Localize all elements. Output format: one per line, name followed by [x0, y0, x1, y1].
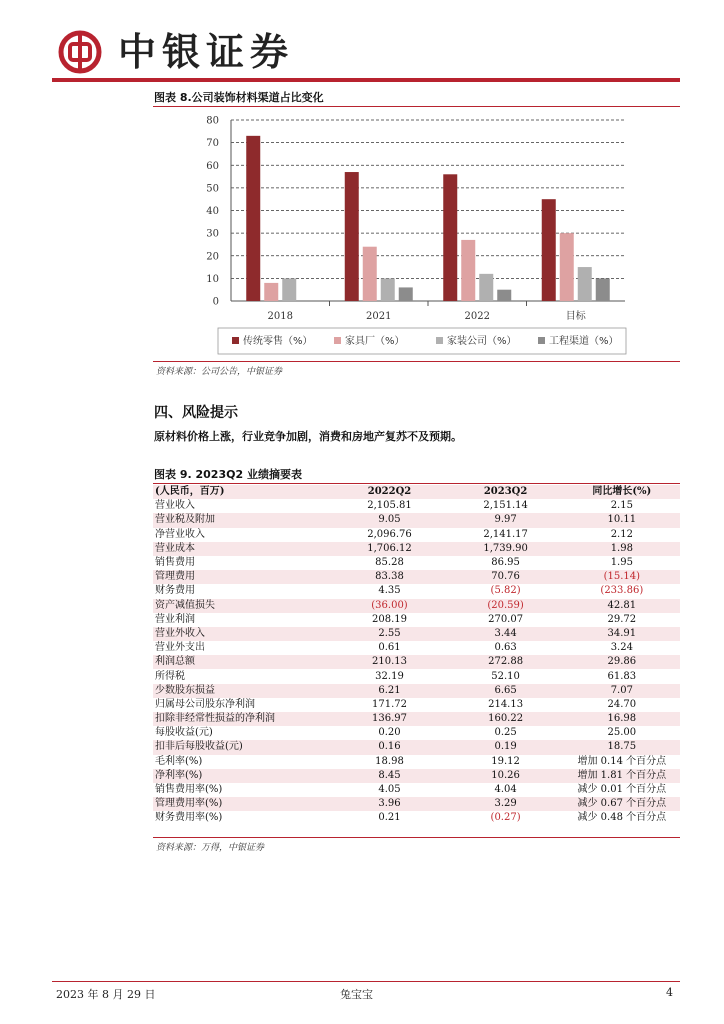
row-label: 营业外支出 — [155, 642, 205, 654]
table-row — [153, 669, 680, 683]
table-row — [153, 584, 680, 598]
value-2023q2: 6.65 — [448, 684, 564, 698]
value-2022q2: 2.55 — [331, 627, 447, 641]
row-label: 归属母公司股东净利润 — [155, 698, 255, 710]
bar — [596, 278, 610, 301]
table-row — [153, 769, 680, 783]
figure-8-source: 资料来源：公司公告，中银证券 — [156, 367, 283, 377]
value-2023q2: 0.63 — [494, 642, 517, 654]
row-label: 每股收益(元) — [155, 727, 213, 739]
x-tick-label: 目标 — [565, 311, 586, 322]
value-2022q2: 0.61 — [378, 642, 401, 654]
value-yoy: 29.86 — [564, 655, 680, 669]
value-2022q2: (36.00) — [331, 599, 447, 613]
bar — [399, 287, 413, 301]
bar — [461, 240, 475, 301]
value-2023q2: 270.07 — [488, 613, 524, 625]
footer-date: 2023 年 8 月 29 日 — [56, 988, 156, 1001]
row-label: 资产减值损失 — [153, 599, 331, 613]
y-tick-label: 0 — [212, 296, 219, 308]
table-row — [153, 542, 680, 556]
row-label: 管理费用率(%) — [153, 797, 331, 811]
table-row — [153, 684, 680, 698]
y-tick-label: 50 — [206, 183, 219, 195]
table-9-title: 图表 9. 2023Q2 业绩摘要表 — [154, 468, 302, 481]
y-tick-label: 30 — [206, 228, 219, 240]
bar — [282, 278, 296, 301]
value-2022q2: 0.21 — [378, 812, 401, 824]
value-2023q2: 1,739.90 — [448, 542, 564, 556]
row-label: 营业税及附加 — [153, 513, 331, 527]
earnings-summary-table — [153, 485, 680, 826]
value-2023q2: 2,151.14 — [483, 500, 528, 512]
bar — [264, 283, 278, 301]
row-label: 营业外收入 — [153, 627, 331, 641]
legend-swatch — [538, 337, 545, 344]
page-header — [52, 20, 680, 84]
value-yoy: 1.98 — [564, 542, 680, 556]
table-row — [153, 499, 680, 513]
table-row — [153, 599, 680, 613]
row-label: 财务费用率(%) — [155, 812, 223, 824]
value-2023q2: (5.82) — [490, 585, 521, 597]
value-2022q2: 210.13 — [331, 655, 447, 669]
channel-share-bar-chart — [153, 108, 680, 360]
bar — [381, 278, 395, 301]
value-yoy: 61.83 — [607, 670, 637, 682]
table-row — [153, 556, 680, 570]
row-label: 净营业收入 — [155, 528, 205, 540]
value-yoy: 16.98 — [564, 712, 680, 726]
bank-of-china-logo-icon — [58, 30, 102, 74]
header-divider — [52, 78, 680, 82]
row-label: 扣除非经常性损益的净利润 — [153, 712, 331, 726]
value-2022q2: 8.45 — [331, 769, 447, 783]
value-2023q2: 3.44 — [448, 627, 564, 641]
table-row — [153, 797, 680, 811]
bar — [345, 172, 359, 301]
x-tick-label: 2021 — [366, 311, 392, 322]
value-2023q2: 3.29 — [448, 797, 564, 811]
value-2023q2: 70.76 — [448, 570, 564, 584]
row-label: 营业成本 — [153, 542, 331, 556]
value-yoy: 24.70 — [607, 698, 637, 710]
legend-label: 工程渠道（%） — [549, 336, 619, 347]
table-row — [153, 698, 680, 712]
table-row — [153, 627, 680, 641]
legend-label: 家装公司（%） — [447, 336, 517, 347]
x-tick-label: 2018 — [267, 311, 293, 322]
value-yoy: 18.75 — [564, 740, 680, 754]
value-yoy: 增加 1.81 个百分点 — [564, 769, 680, 783]
section-body-risks: 原材料价格上涨，行业竞争加剧，消费和房地产复苏不及预期。 — [154, 430, 462, 443]
value-2022q2: 2,096.76 — [367, 528, 412, 540]
legend-label: 传统零售（%） — [243, 336, 313, 347]
row-label: 销售费用率(%) — [155, 784, 223, 796]
table-row — [153, 528, 680, 542]
row-label: 销售费用 — [155, 557, 195, 569]
row-label: 扣非后每股收益(元) — [153, 740, 331, 754]
value-yoy: 34.91 — [564, 627, 680, 641]
row-label: 财务费用 — [155, 585, 195, 597]
bar — [542, 199, 556, 301]
value-2022q2: 32.19 — [375, 670, 404, 682]
legend-label: 家具厂（%） — [345, 336, 405, 347]
figure-8-bottom-rule — [153, 361, 680, 362]
value-2023q2: 2,141.17 — [483, 528, 528, 540]
table-9-bottom-rule — [153, 837, 680, 838]
value-2022q2: 0.16 — [331, 740, 447, 754]
y-tick-label: 40 — [206, 206, 219, 217]
row-label: 毛利率(%) — [155, 755, 203, 767]
legend-swatch — [436, 337, 443, 344]
value-2023q2: 52.10 — [491, 670, 520, 682]
x-tick-label: 2022 — [464, 311, 490, 322]
value-yoy: 7.07 — [564, 684, 680, 698]
table-row — [153, 641, 680, 655]
table-header-row — [153, 485, 680, 499]
value-2022q2: 6.21 — [331, 684, 447, 698]
value-yoy: 29.72 — [607, 613, 637, 625]
y-tick-label: 70 — [206, 138, 219, 150]
value-2023q2: (0.27) — [490, 812, 521, 824]
value-2023q2: (20.59) — [448, 599, 564, 613]
value-2022q2: 136.97 — [331, 712, 447, 726]
bar — [497, 290, 511, 301]
value-yoy: 减少 0.67 个百分点 — [564, 797, 680, 811]
y-tick-label: 80 — [206, 115, 219, 127]
y-tick-label: 20 — [206, 251, 219, 263]
page-number: 4 — [666, 986, 673, 999]
footer-company: 兔宝宝 — [340, 988, 373, 1001]
table-9-top-rule — [153, 483, 680, 484]
bar — [578, 267, 592, 301]
footer-divider — [52, 981, 680, 982]
value-2022q2: 4.35 — [378, 585, 401, 597]
value-2023q2: 19.12 — [491, 755, 520, 767]
row-label: 净利率(%) — [153, 769, 331, 783]
value-yoy: 2.12 — [610, 528, 633, 540]
table-row — [153, 726, 680, 740]
value-2022q2: 1,706.12 — [331, 542, 447, 556]
value-2022q2: 0.20 — [378, 727, 401, 739]
value-2022q2: 208.19 — [372, 613, 407, 625]
value-yoy: (15.14) — [564, 570, 680, 584]
row-label: 利润总额 — [153, 655, 331, 669]
table-row — [153, 811, 680, 825]
brand-name: 中银证券 — [118, 30, 295, 74]
bar — [479, 274, 493, 301]
value-2023q2: 0.25 — [494, 727, 517, 739]
row-label: 营业收入 — [155, 500, 195, 512]
table-row — [153, 740, 680, 754]
value-yoy: (233.86) — [600, 585, 644, 597]
table-row — [153, 712, 680, 726]
row-label: 少数股东损益 — [153, 684, 331, 698]
value-yoy: 42.81 — [564, 599, 680, 613]
table-9-source: 资料来源：万得，中银证券 — [156, 843, 265, 853]
header-cell-yoy: 同比增长(%) — [564, 485, 680, 499]
value-yoy: 1.95 — [610, 557, 633, 569]
row-label: 所得税 — [155, 670, 185, 682]
header-cell-unit: (人民币，百万) — [153, 485, 331, 499]
bar — [363, 247, 377, 301]
legend-swatch — [334, 337, 341, 344]
bar — [443, 174, 457, 301]
header-cell-2023q2: 2023Q2 — [448, 485, 564, 499]
row-label: 管理费用 — [153, 570, 331, 584]
value-yoy: 25.00 — [607, 727, 637, 739]
table-row — [153, 570, 680, 584]
table-row — [153, 513, 680, 527]
value-2023q2: 214.13 — [488, 698, 524, 710]
value-yoy: 减少 0.01 个百分点 — [577, 784, 667, 796]
value-2022q2: 9.05 — [331, 513, 447, 527]
value-2023q2: 4.04 — [494, 784, 517, 796]
row-label: 营业利润 — [155, 613, 195, 625]
value-yoy: 10.11 — [564, 513, 680, 527]
header-cell-2022q2: 2022Q2 — [331, 485, 447, 499]
bar — [560, 233, 574, 301]
table-row — [153, 755, 680, 769]
value-yoy: 2.15 — [610, 500, 633, 512]
value-yoy: 增加 0.14 个百分点 — [577, 755, 667, 767]
legend-swatch — [232, 337, 239, 344]
bar — [246, 136, 260, 301]
value-2022q2: 3.96 — [331, 797, 447, 811]
value-2023q2: 10.26 — [448, 769, 564, 783]
value-2022q2: 83.38 — [331, 570, 447, 584]
value-2023q2: 0.19 — [448, 740, 564, 754]
y-tick-label: 60 — [206, 160, 219, 172]
value-yoy: 3.24 — [610, 642, 633, 654]
value-yoy: 减少 0.48 个百分点 — [577, 812, 667, 824]
section-title-risks: 四、风险提示 — [154, 405, 238, 421]
value-2023q2: 86.95 — [491, 557, 520, 569]
figure-8-title: 图表 8.公司装饰材料渠道占比变化 — [154, 91, 324, 104]
table-row — [153, 783, 680, 797]
value-2022q2: 18.98 — [375, 755, 404, 767]
y-tick-label: 10 — [206, 273, 219, 285]
value-2023q2: 9.97 — [448, 513, 564, 527]
value-2022q2: 171.72 — [372, 698, 407, 710]
value-2022q2: 4.05 — [378, 784, 401, 796]
table-row — [153, 655, 680, 669]
table-row — [153, 613, 680, 627]
value-2022q2: 85.28 — [375, 557, 404, 569]
figure-8-top-rule — [153, 106, 680, 107]
value-2023q2: 160.22 — [448, 712, 564, 726]
value-2022q2: 2,105.81 — [367, 500, 412, 512]
value-2023q2: 272.88 — [448, 655, 564, 669]
